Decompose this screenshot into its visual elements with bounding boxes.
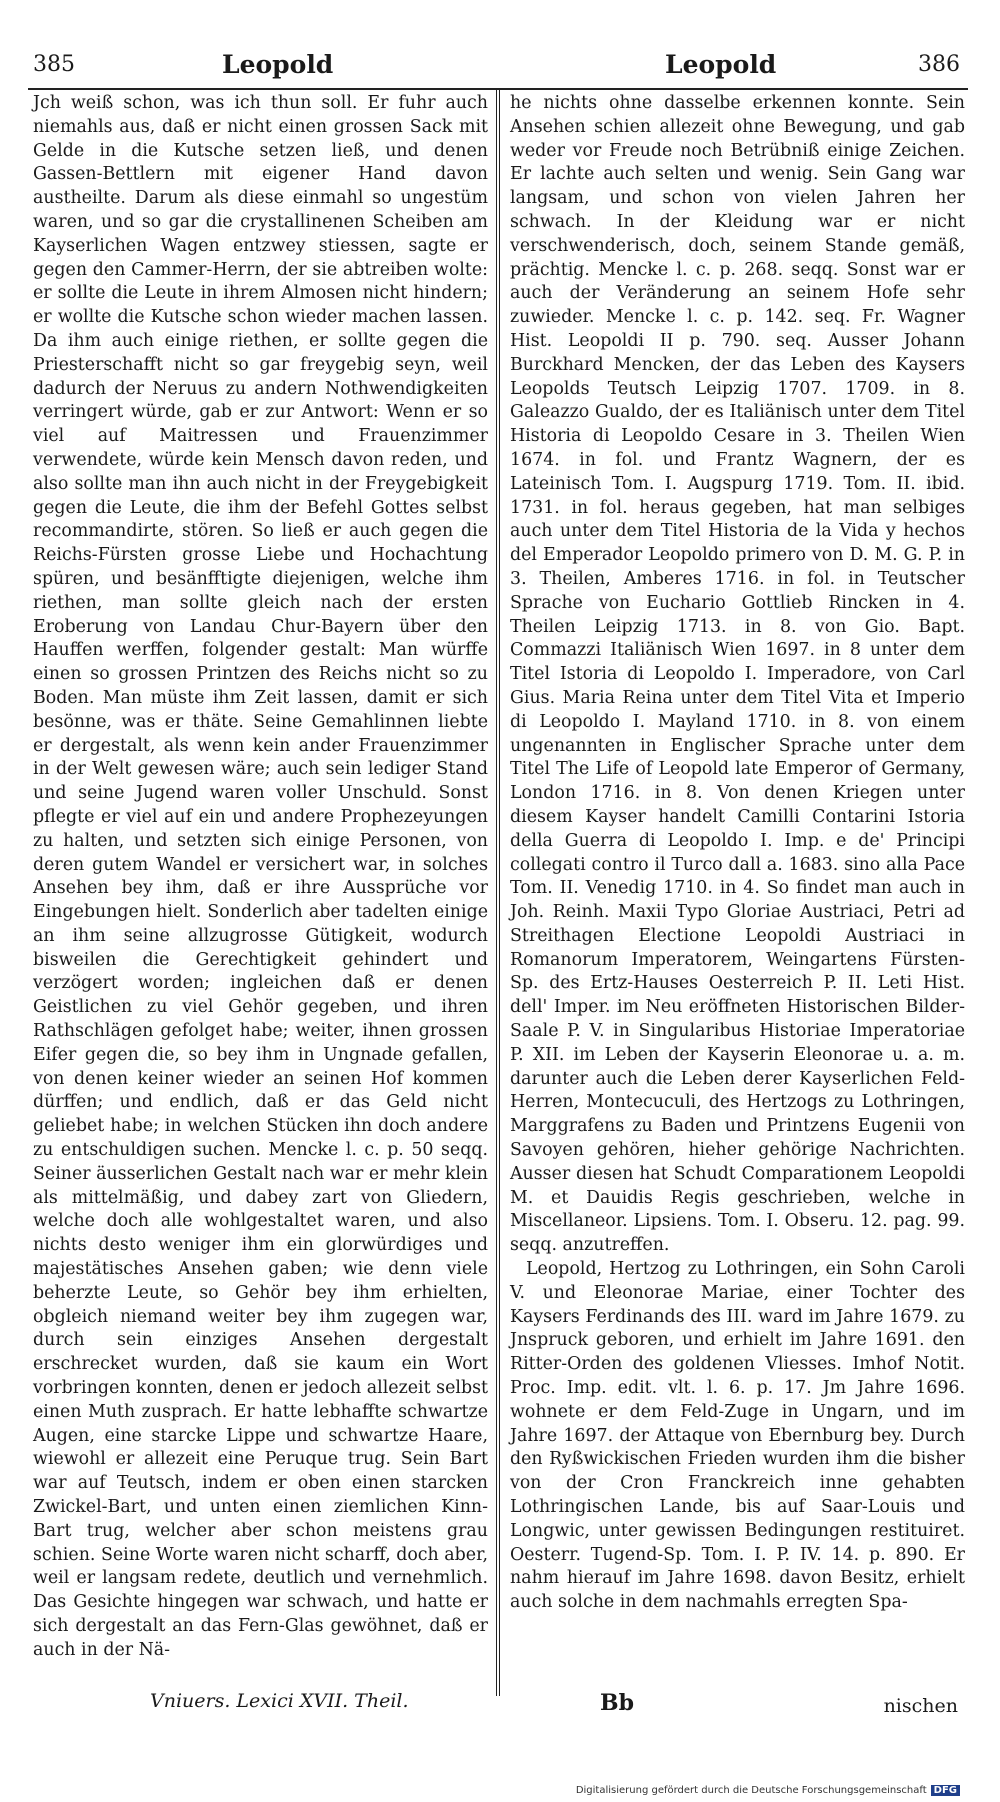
right-paragraph: he nichts ohne dasselbe erkennen konnte. Sein Ansehen schien allezeit ohne Bewegung, und gab weder vor Freude noch Betrübniß einige Zeichen. Er lachte auch selten und wenig. Sein Gang war langsam, und schon von vielen Jahren her schwach. In der Kleidung war er nicht verschwenderisch, doch, seinem Stande gemäß, prächtig. Mencke l. c. p. 268. seqq. Sonst war er auch der Veränderung an seinem Hofe sehr zuwieder. Mencke l. c. p. 142. seq. Fr. Wagner Hist. Leopoldi II p. 790. seq. Ausser Johann Burckhard Mencken, der das Leben des Kaysers Leopolds Teutsch Leipzig 1707. 1709. in 8. Galeazzo Gualdo, der es Italiänisch unter dem Titel Historia di Leopoldo Cesare in 3. Theilen Wien 1674. in fol. und Frantz Wagnern, der es Lateinisch Tom. I. Augspurg 1719. Tom. II. ibid. 1731. in fol. heraus gegeben, hat man selbiges auch unter dem Titel Historia de la Vida y hechos del Emperador Leopoldo primero von D. M. G. P. in 3. Theilen, Amberes 1716. in fol. in Teutscher Sprache von Euchario Gottlieb Rincken in 4. Theilen Leipzig 1713. in 8. von Gio. Bapt. Commazzi Italiänisch Wien 1697. in 8 unter dem Titel Istoria di Leopoldo I. Imperadore, von Carl Gius. Maria Reina unter dem Titel Vita et Imperio di Leopoldo I. Mayland 1710. in 8. von einem ungenannten in Englischer Sprache unter dem Titel The Life of Leopold late Emperor of Germany, London 1716. in 8. Von denen Kriegen unter diesem Kayser handelt Camilli Contarini Istoria della Guerra di Leopoldo I. Imp. e de' Principi collegati contro il Turco dall a. 1683. sino alla Pace Tom. II. Venedig 1710. in 4. So findet man auch in Joh. Reinh. Maxii Typo Gloriae Austriaci, Petri ad Streithagen Electione Leopoldi Austriaci in Romanorum Imperatorem, Weingartens Fürsten-Sp. des Ertz-Hauses Oesterreich P. II. Leti Hist. dell' Imper. im Neu eröffneten Historischen Bilder-Saale P. V. in Singularibus Historiae Imperatoriae P. XII. im Leben der Kayserin Eleonorae u. a. m. darunter auch die Leben derer Kayserlichen Feld-Herren, Montecuculi, des Hertzogs zu Lothringen, Marggrafens zu Baden und Printzens Eugenii von Savoyen gehören, hieher gehörige Nachrichten. Ausser diesen hat Schudt Comparationem Leopoldi M. et Dauidis Regis geschrieben, welche in Miscellaneor. Lipsiens. Tom. I. Obseru. 12. pag. 99. seqq. anzutreffen. <box>510 93 965 1256</box>
running-head-left: Leopold <box>222 50 334 79</box>
page-number-right: 386 <box>918 52 960 77</box>
right-paragraph: Leopold, Hertzog zu Lothringen, ein Sohn Caroli V. und Eleonorae Mariae, einer Tochter des Kaysers Ferdinands des III. ward im Jahre 1679. zu Jnspruck geboren, und erhielt im Jahre 1691. den Ritter-Orden des goldenen Vliesses. Imhof Notit. Proc. Imp. edit. vlt. l. 6. p. 17. Jm Jahre 1696. wohnete er dem Feld-Zuge in Ungarn, und im Jahre 1697. der Attaque von Ebernburg bey. Durch den Ryßwickischen Frieden wurden ihm die bisher von der Cron Franckreich inne gehabten Lothringischen Lande, bis auf Saar-Louis und Longwic, unter gewissen Bedingungen restituiret. Oesterr. Tugend-Sp. Tom. I. P. IV. 14. p. 890. Er nahm hierauf im Jahre 1698. davon Besitz, erhielt auch solche in dem nachmahls erregten Spa- <box>510 1259 965 1613</box>
dfg-logo: DFG <box>931 1785 960 1796</box>
signature-mark: Vniuers. Lexici XVII. Theil. <box>150 1690 409 1712</box>
column-divider <box>496 88 500 1696</box>
left-paragraph: Jch weiß schon, was ich thun soll. Er fuhr auch niemahls aus, daß er nicht einen grossen Sack mit Gelde in die Kutsche setzen ließ, und denen Gassen-Bettlern mit eigener Hand davon austheilte. Darum als diese einmahl so ungestüm waren, und so gar die crystallinenen Scheiben am Kayserlichen Wagen entzwey stiessen, sagte er gegen den Cammer-Herrn, der sie abtreiben wolte: er sollte die Leute in ihrem Almosen nicht hindern; er wollte die Kutsche schon wieder machen lassen. Da ihm auch einige riethen, er sollte gegen die Priesterschafft nicht so gar freygebig seyn, weil dadurch der Neruus zu andern Nothwendigkeiten verringert würde, gab er zur Antwort: Wenn er so viel auf Maitressen und Frauenzimmer verwendete, würde kein Mensch davon reden, und also sollte man ihn auch nicht in der Freygebigkeit gegen die Leute, die ihm der Befehl Gottes selbst recommandirte, stören. So ließ er auch gegen die Reichs-Fürsten grosse Liebe und Hochachtung spüren, und besänfftigte diejenigen, welche ihm riethen, man sollte gleich nach der ersten Eroberung von Landau Chur-Bayern über den Hauffen werffen, folgender gestalt: Man würffe einen so grossen Printzen des Reichs nicht so zu Boden. Man müste ihm Zeit lassen, damit er sich besönne, was er thäte. Seine Gemahlinnen liebte er dergestalt, als wenn kein ander Frauenzimmer in der Welt gewesen wäre; auch sein lediger Stand und seine Jugend waren voller Unschuld. Sonst pflegte er viel auf ein und andere Prophezeyungen zu halten, und setzten sich einige Personen, von deren gutem Wandel er versichert war, in solches Ansehen bey ihm, daß er ihre Aussprüche vor Eingebungen hielt. Sonderlich aber tadelten einige an ihm seine allzugrosse Gütigkeit, wodurch bisweilen die Gerechtigkeit gehindert und verzögert worden; ingleichen daß er denen Geistlichen zu viel Gehör gegeben, und ihren Rathschlägen gefolget habe; weiter, ihnen grossen Eifer gegen die, so bey ihm in Ungnade gefallen, von denen keiner wieder an seinen Hof kommen dürffen; und endlich, daß er das Geld nicht geliebet habe; in welchen Stücken ihn doch andere zu entschuldigen suchen. Mencke l. c. p. 50 seqq. Seiner äusserlichen Gestalt nach war er mehr klein als mittelmäßig, und dabey zart von Gliedern, welche doch alle wohlgestaltet waren, und also nichts desto weniger ihm ein glorwürdiges und majestätisches Ansehen gaben; wie denn viele beherzte Leute, so Gehör bey ihm erhielten, obgleich niemand weiter bey ihm zugegen war, durch sein einziges Ansehen dergestalt erschrecket wurden, daß sie kaum ein Wort vorbringen konnten, denen er jedoch allezeit selbst einen Muth zusprach. Er hatte lebhaffte schwartze Augen, eine starcke Lippe und schwartze Haare, wiewohl er allezeit eine Peruque trug. Sein Bart war auf Teutsch, indem er oben einen starcken Zwickel-Bart, und unten einen ziemlichen Kinn-Bart trug, welcher aber schon meistens grau schien. Seine Worte waren nicht scharff, doch aber, weil er langsam redete, deutlich und vernehmlich. Das Gesichte hingegen war schwach, und hatte er sich dergestalt an das Fern-Glas gewöhnet, daß er auch in der Nä- <box>33 93 488 1660</box>
catchword: nischen <box>883 1695 958 1717</box>
right-column <box>510 92 965 1615</box>
left-column <box>33 92 488 1663</box>
signature-letters: Bb <box>600 1690 634 1716</box>
running-head-right: Leopold <box>665 50 777 79</box>
digitization-credit <box>576 1785 960 1796</box>
page-number-left: 385 <box>33 52 75 77</box>
credit-text: Digitalisierung gefördert durch die Deutsche Forschungsgemeinschaft <box>575 1785 927 1796</box>
